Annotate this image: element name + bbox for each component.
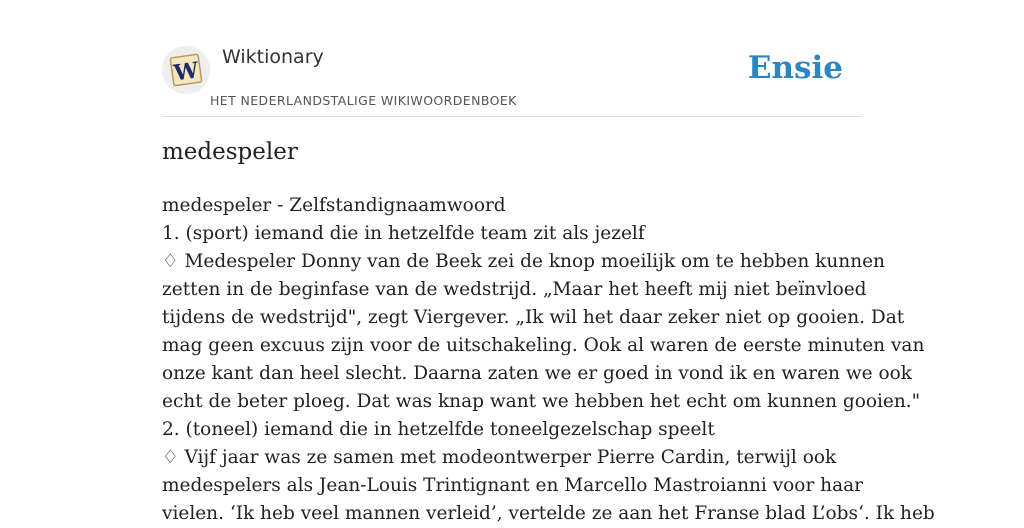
wiktionary-logo-icon[interactable]	[162, 46, 210, 94]
definition-2: 2. (toneel) iemand die in hetzelfde toneelgezelschap speelt	[162, 419, 715, 440]
ensie-brand-logo[interactable]: Ensie	[747, 50, 843, 86]
example-1-line: onze kant dan heel slecht. Daarna zaten we er goed in vond ik en waren we ook	[162, 363, 912, 384]
example-1-line: ♢ Medespeler Donny van de Beek zei de knop moeilijk om te hebben kunnen	[162, 251, 885, 272]
example-2-line: vielen. ‘Ik heb veel mannen verleid’, vertelde ze aan het Franse blad L’obs‘. Ik heb	[162, 503, 935, 524]
example-1-line: mag geen excuus zijn voor de uitschakeling. Ook al waren de eerste minuten van	[162, 335, 925, 356]
definition-1: 1. (sport) iemand die in hetzelfde team zit als jezelf	[162, 223, 645, 244]
definition-content	[162, 192, 935, 528]
word-type-line: medespeler - Zelfstandignaamwoord	[162, 195, 506, 216]
site-header	[162, 42, 862, 117]
example-2-line: medespelers als Jean-Louis Trintignant en Marcello Mastroianni voor haar	[162, 475, 863, 496]
example-1-line: echt de beter ploeg. Dat was knap want we hebben het echt om kunnen gooien."	[162, 391, 921, 412]
example-2-line: ♢ Vijf jaar was ze samen met modeontwerper Pierre Cardin, terwijl ook	[162, 447, 837, 468]
page-title: medespeler	[162, 139, 298, 165]
example-1-line: tijdens de wedstrijd", zegt Viergever. „Ik wil het daar zeker niet op gooien. Dat	[162, 307, 905, 328]
example-1-line: zetten in de beginfase van de wedstrijd. „Maar het heeft mij niet beïnvloed	[162, 279, 867, 300]
svg-text:W: W	[172, 57, 201, 87]
site-name[interactable]: Wiktionary	[222, 46, 324, 68]
site-tagline: HET NEDERLANDSTALIGE WIKIWOORDENBOEK	[210, 93, 517, 108]
wiktionary-w-tile-icon	[162, 46, 210, 94]
